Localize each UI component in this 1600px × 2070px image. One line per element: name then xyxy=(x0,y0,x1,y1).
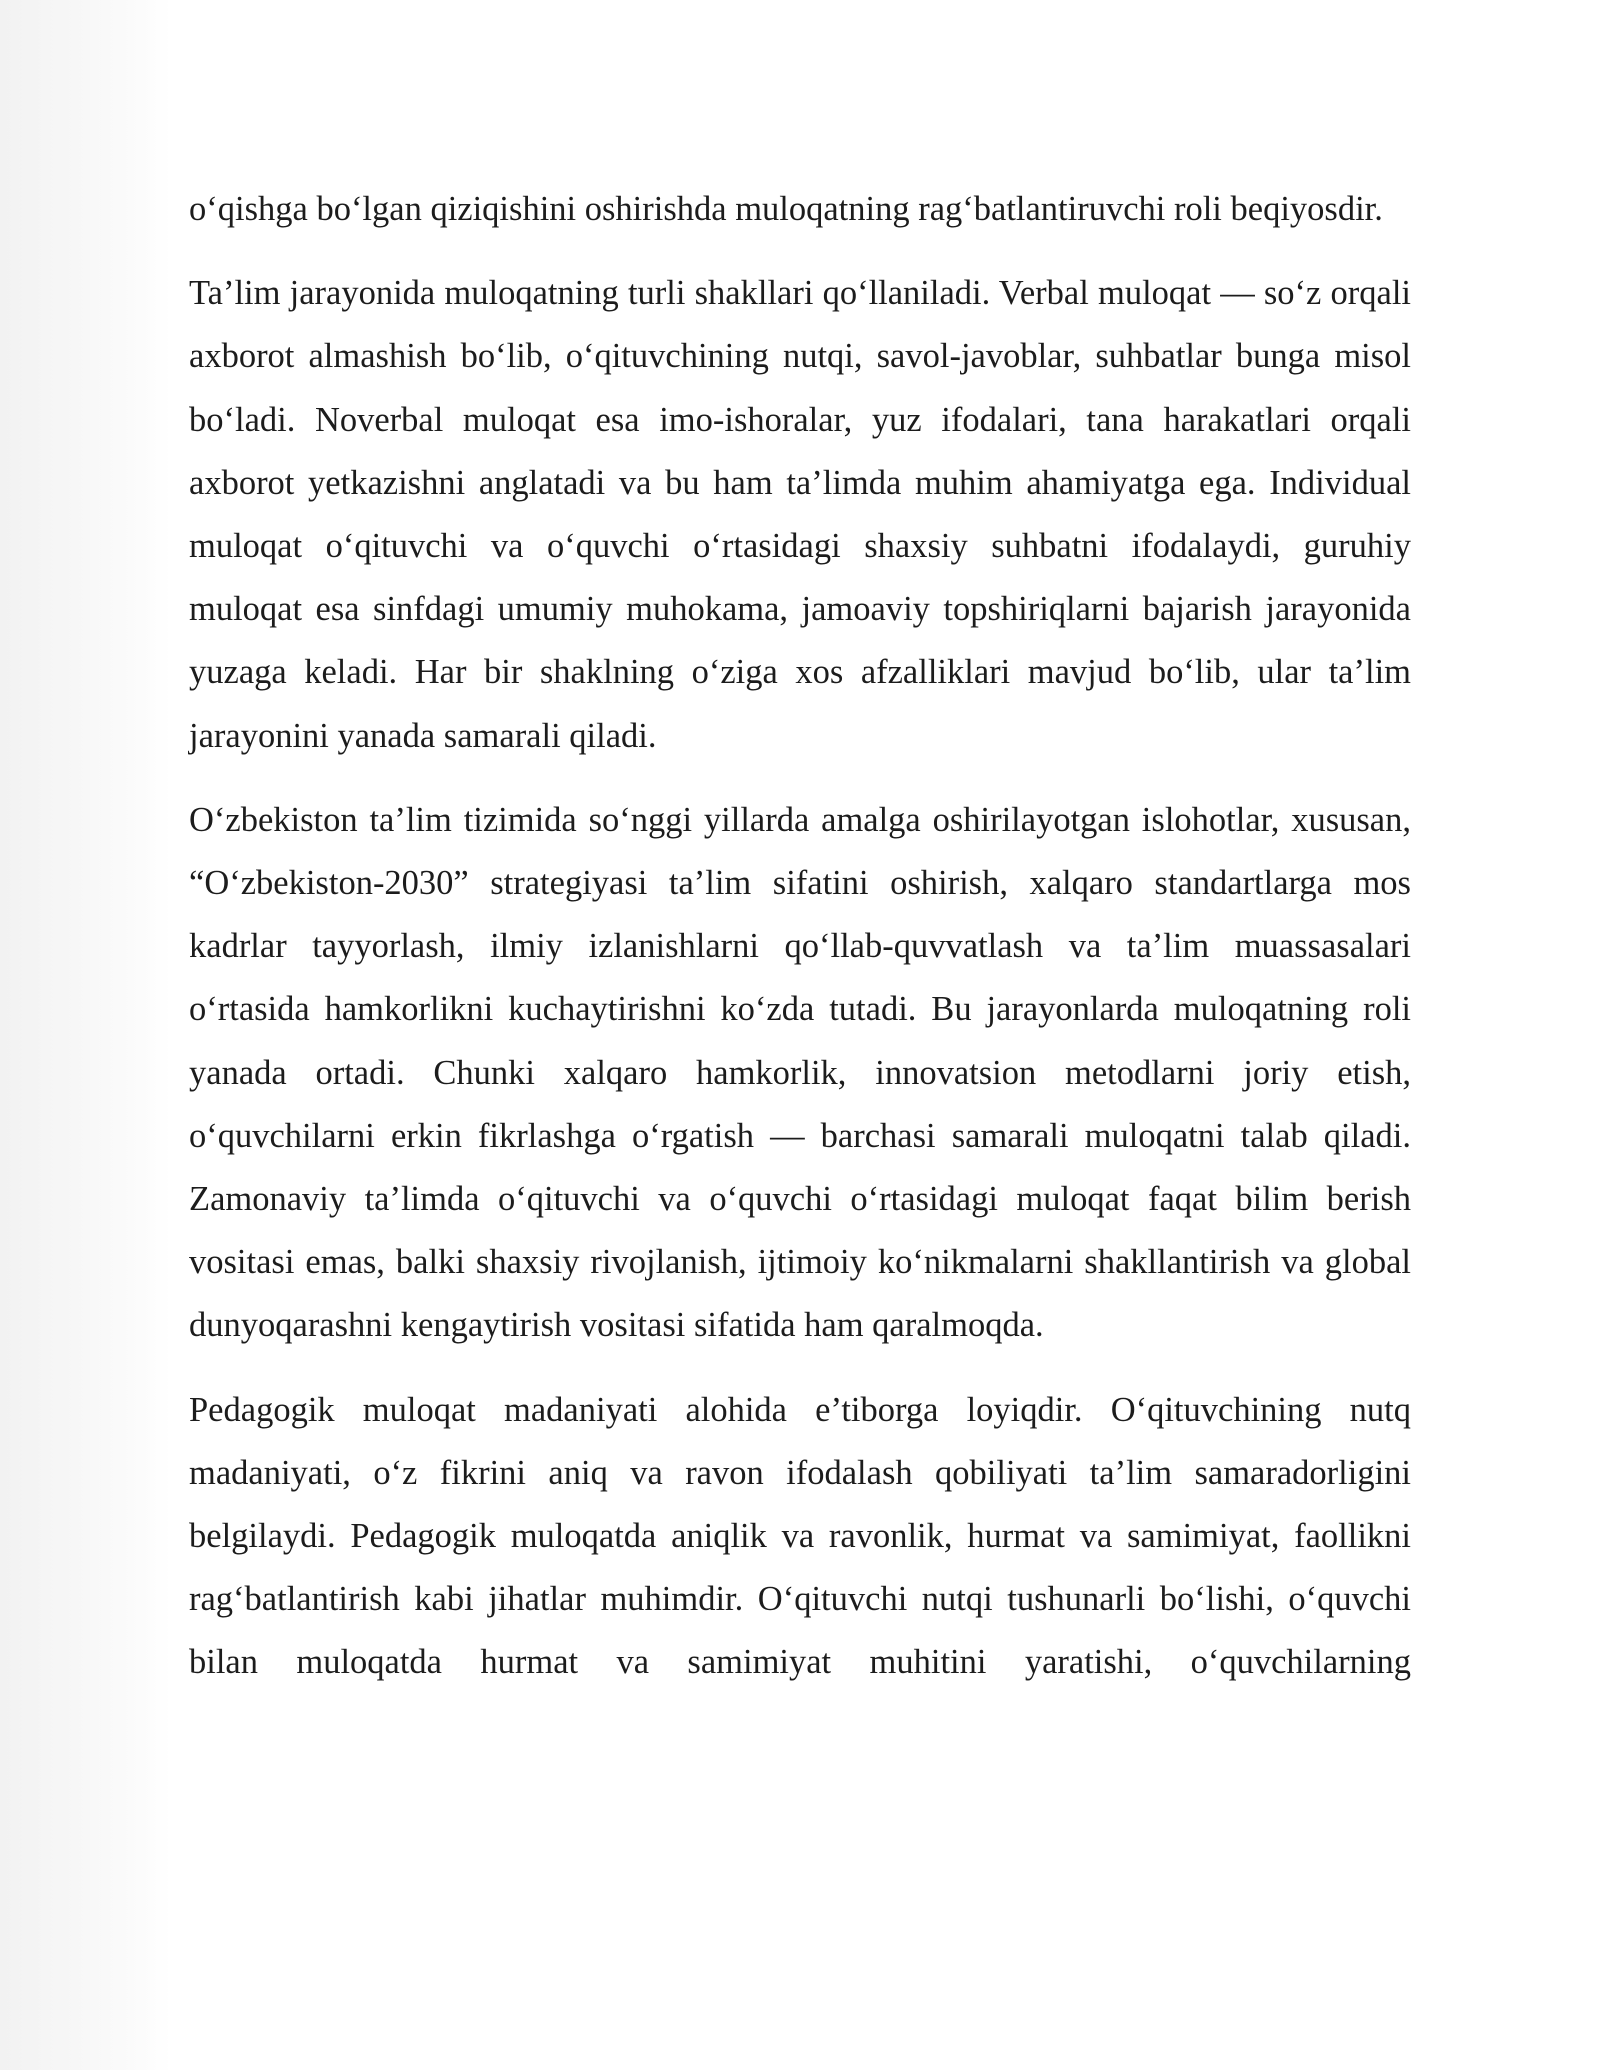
paragraph-continuation: o‘qishga bo‘lgan qiziqishini oshirishda muloqatning rag‘batlantiruvchi roli beqiyosdir. xyxy=(189,190,1383,228)
page-edge-shadow xyxy=(0,0,172,2070)
paragraph-communication-forms: Ta’lim jarayonida muloqatning turli shakllari qo‘llaniladi. Verbal muloqat — so‘z orqali axborot almashish bo‘lib, o‘qituvchining nutqi, savol-javoblar, suhbatlar bunga misol bo‘ladi. Noverbal muloqat esa imo-ishoralar, yuz ifodalari, tana harakatlari orqali axborot yetkazishni anglatadi va bu ham ta’limda muhim ahamiyatga ega. Individual muloqat o‘qituvchi va o‘quvchi o‘rtasidagi shaxsiy suhbatni ifodalaydi, guruhiy muloqat esa sinfdagi umumiy muhokama, jamoaviy topshiriqlarni bajarish jarayonida yuzaga keladi. Har bir shaklning o‘ziga xos afzalliklari mavjud bo‘lib, ular ta’lim jarayonini yanada samarali qiladi. xyxy=(189,274,1411,755)
document-body xyxy=(189,178,1411,1716)
paragraph-pedagogical-culture: Pedagogik muloqat madaniyati alohida e’tiborga loyiqdir. O‘qituvchining nutq madaniyati, o‘z fikrini aniq va ravon ifodalash qobiliyati ta’lim samaradorligini belgilaydi. Pedagogik muloqatda aniqlik va ravonlik, hurmat va samimiyat, faollikni rag‘batlantirish kabi jihatlar muhimdir. O‘qituvchi nutqi tushunarli bo‘lishi, o‘quvchi bilan muloqatda hurmat va samimiyat muhitini yaratishi, o‘quvchilarning xyxy=(189,1390,1411,1682)
paragraph-education-reforms: O‘zbekiston ta’lim tizimida so‘nggi yillarda amalga oshirilayotgan islohotlar, xususan, “O‘zbekiston-2030” strategiyasi ta’lim sifatini oshirish, xalqaro standartlarga mos kadrlar tayyorlash, ilmiy izlanishlarni qo‘llab-quvvatlash va ta’lim muassasalari o‘rtasida hamkorlikni kuchaytirishni ko‘zda tutadi. Bu jarayonlarda muloqatning roli yanada ortadi. Chunki xalqaro hamkorlik, innovatsion metodlarni joriy etish, o‘quvchilarni erkin fikrlashga o‘rgatish — barchasi samarali muloqatni talab qiladi. Zamonaviy ta’limda o‘qituvchi va o‘quvchi o‘rtasidagi muloqat faqat bilim berish vositasi emas, balki shaxsiy rivojlanish, ijtimoiy ko‘nikmalarni shakllantirish va global dunyoqarashni kengaytirish vositasi sifatida ham qaralmoqda. xyxy=(189,800,1411,1345)
